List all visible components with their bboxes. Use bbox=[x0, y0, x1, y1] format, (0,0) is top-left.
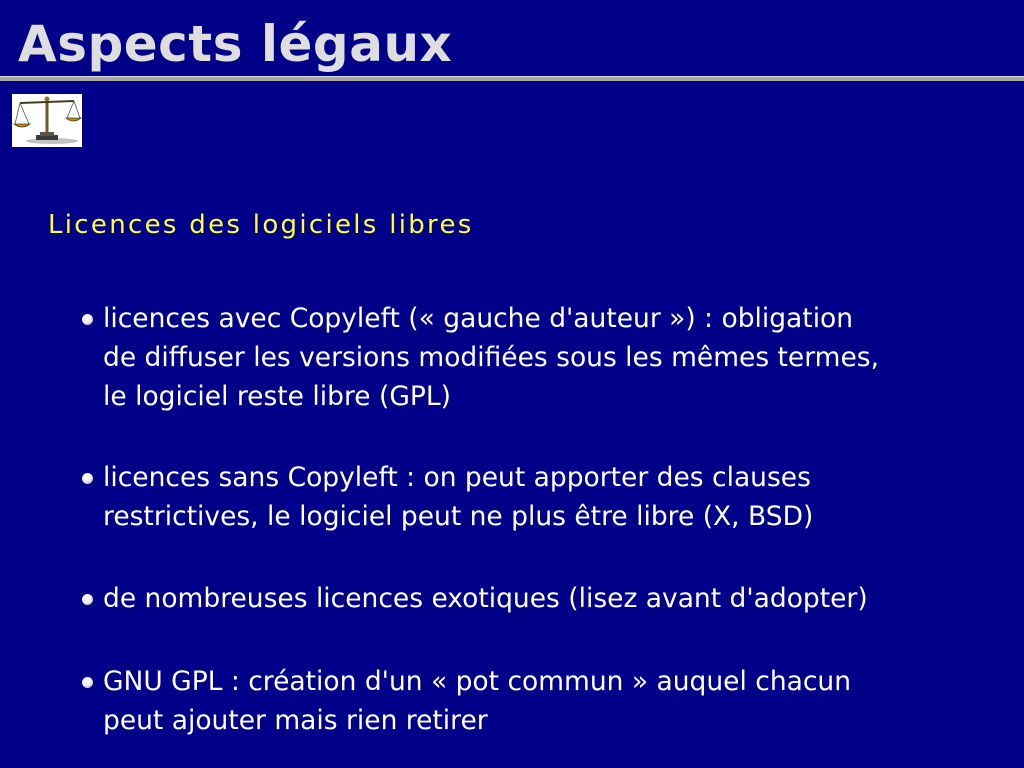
bullet-icon bbox=[82, 677, 93, 688]
bullet-text: licences sans Copyleft : on peut apporter des clauses restrictives, le logiciel peut ne plus être libre (X, BSD) bbox=[103, 462, 814, 532]
scales-of-justice-icon bbox=[12, 94, 82, 147]
list-item bbox=[78, 299, 978, 416]
bullet-icon bbox=[82, 473, 93, 484]
title-divider bbox=[0, 76, 1024, 81]
slide-title: Aspects légaux bbox=[18, 15, 453, 73]
list-item bbox=[78, 662, 978, 740]
bullet-text: GNU GPL : création d'un « pot commun » auquel chacun peut ajouter mais rien retirer bbox=[103, 666, 852, 736]
bullet-icon bbox=[82, 314, 93, 325]
list-item bbox=[78, 458, 978, 536]
bullet-text: licences avec Copyleft (« gauche d'auteur ») : obligation de diffuser les versions modifiées sous les mêmes termes, le logiciel reste libre (GPL) bbox=[103, 303, 880, 412]
section-heading: Licences des logiciels libres bbox=[48, 210, 474, 240]
bullet-icon bbox=[82, 594, 93, 605]
list-item bbox=[78, 579, 978, 618]
bullet-text: de nombreuses licences exotiques (lisez avant d'adopter) bbox=[103, 583, 868, 614]
